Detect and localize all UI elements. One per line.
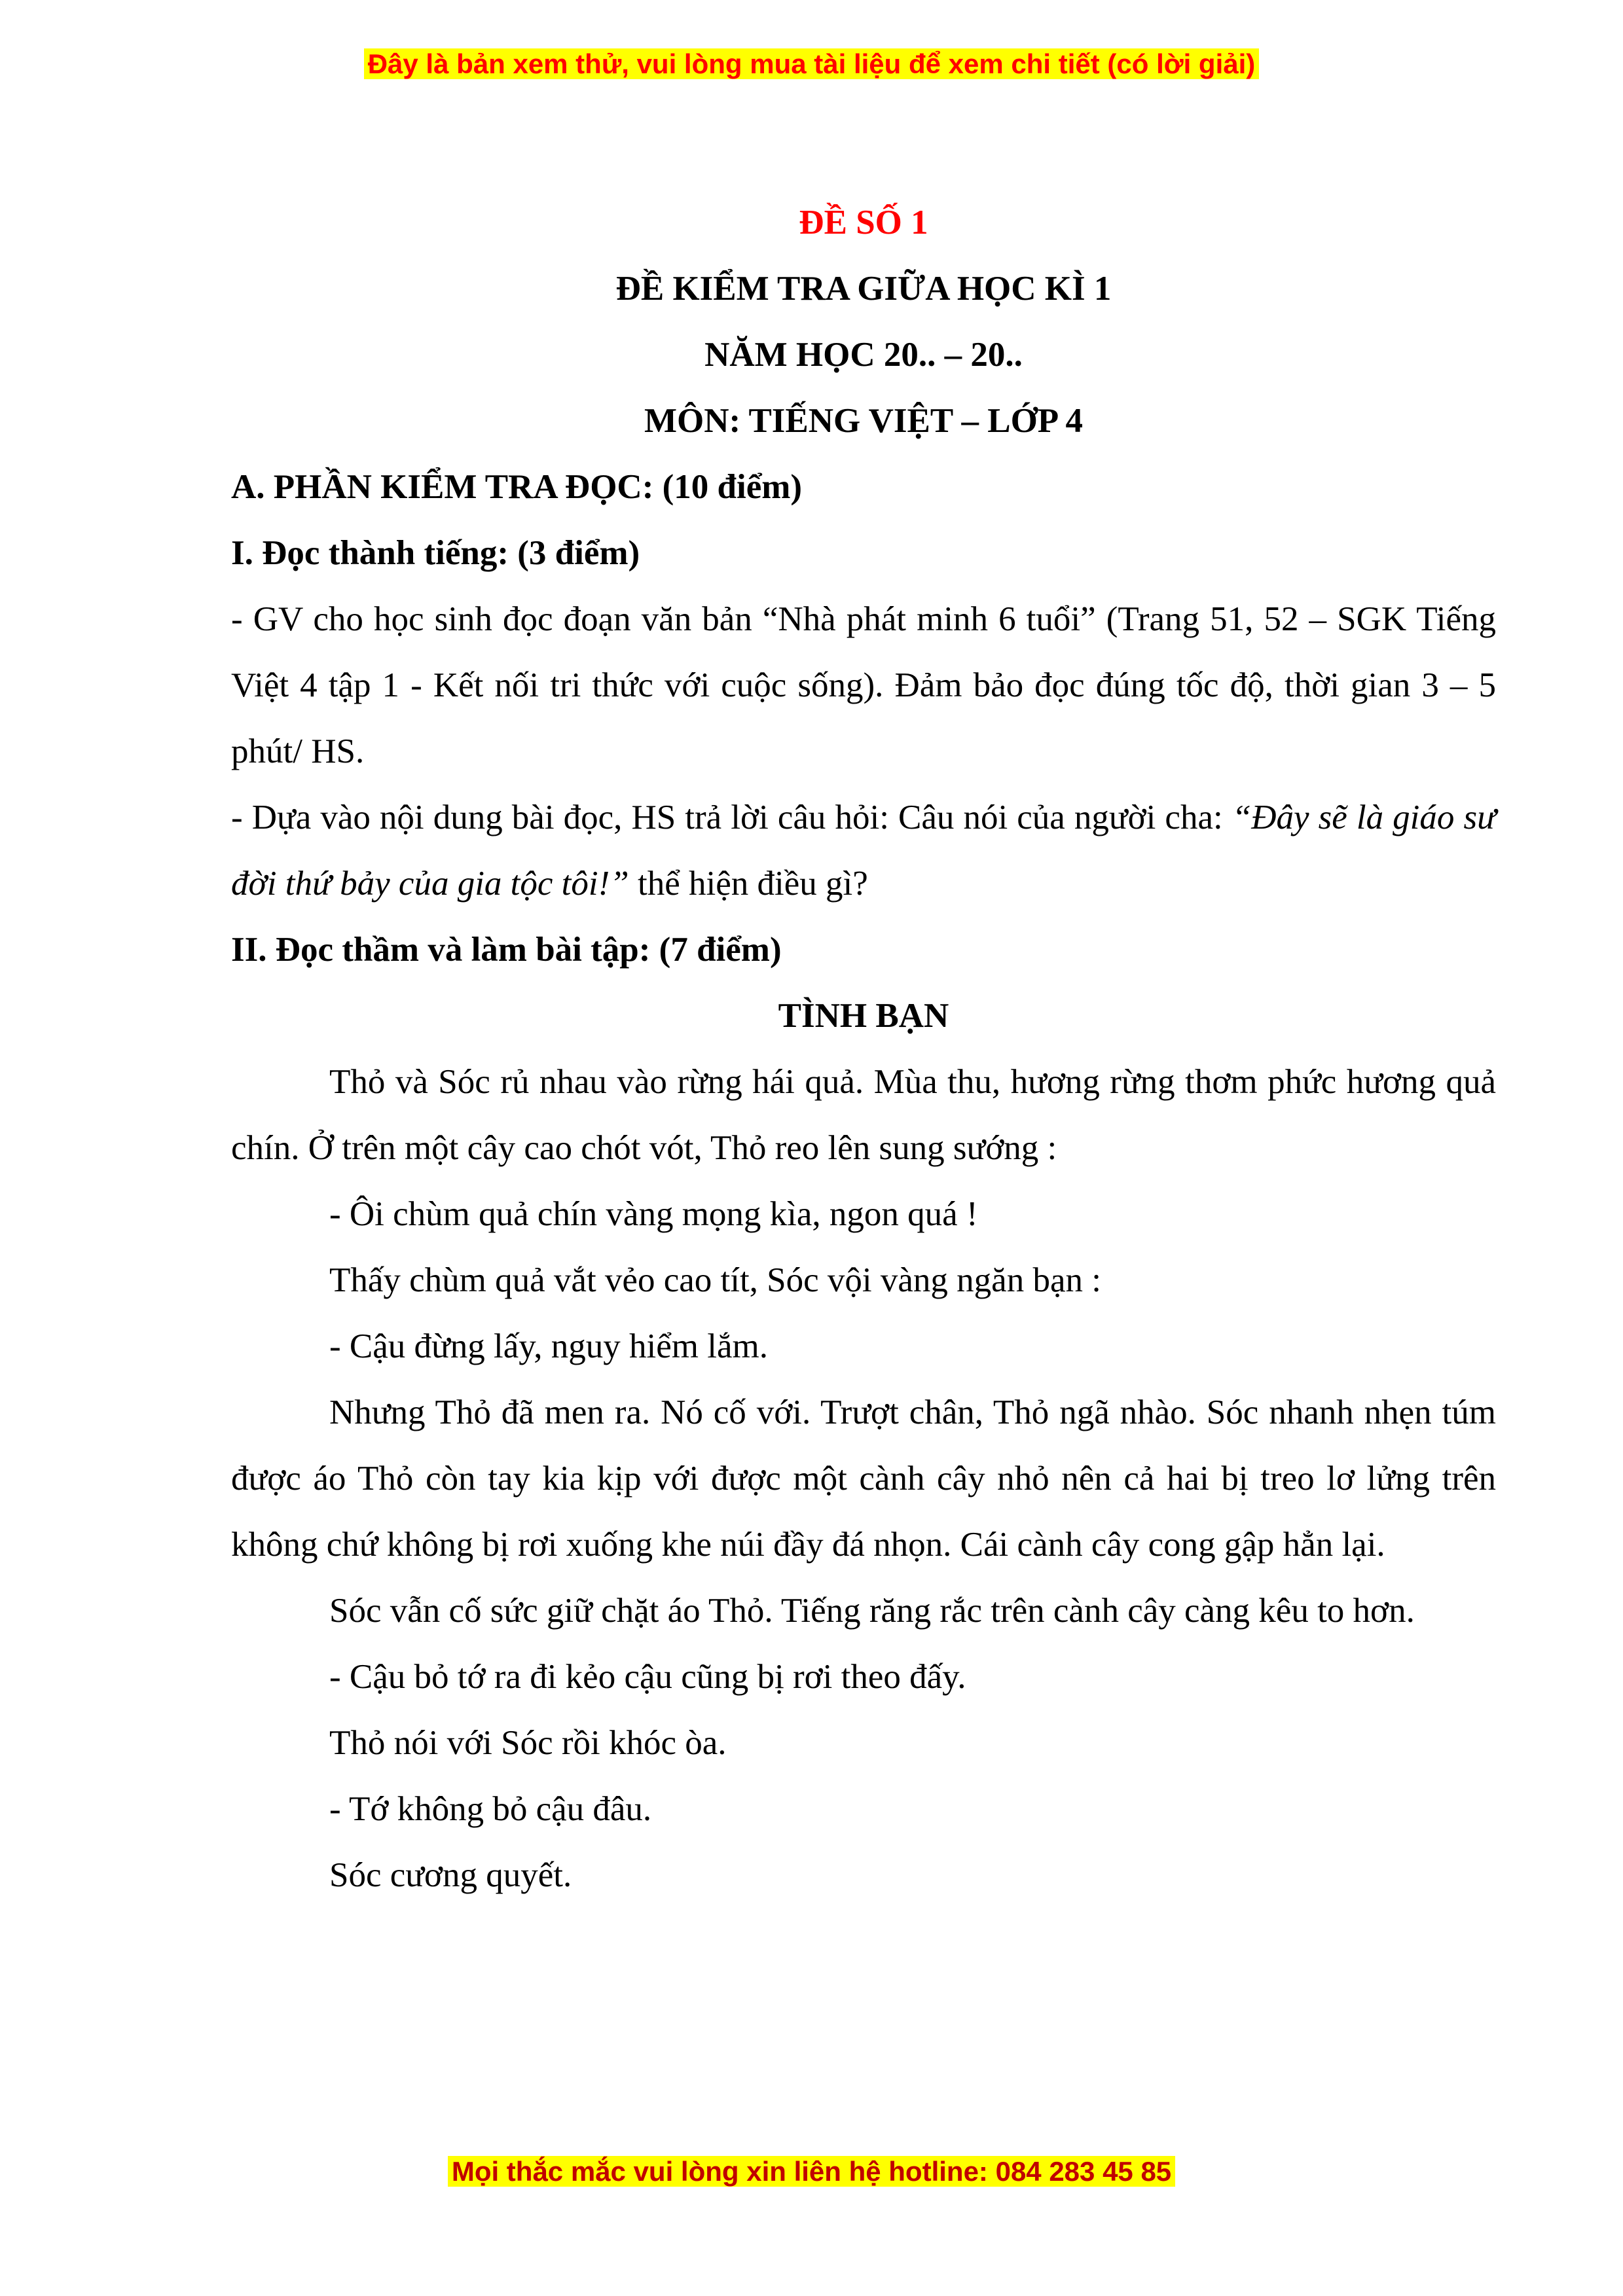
story-paragraph: Thỏ nói với Sóc rồi khóc òa. (329, 1724, 727, 1762)
preview-notice-banner (0, 46, 1623, 82)
section-a-heading: A. PHẦN KIỂM TRA ĐỌC: (10 điểm) (231, 468, 803, 506)
hotline-banner (0, 2153, 1623, 2190)
item-2-suffix: thể hiện điều gì? (629, 865, 868, 903)
item-2-quote: “Đây sẽ là giáo sư đời thứ bảy của gia tộc tôi!” (231, 798, 1496, 903)
part-1-heading: I. Đọc thành tiếng: (3 điểm) (231, 534, 640, 572)
story-paragraph: - Ôi chùm quả chín vàng mọng kìa, ngon quá ! (329, 1195, 978, 1233)
part-2-heading: II. Đọc thầm và làm bài tập: (7 điểm) (231, 931, 782, 969)
story-paragraph: - Tớ không bỏ cậu đâu. (329, 1790, 652, 1828)
preview-notice-text: Đây là bản xem thử, vui lòng mua tài liệu để xem chi tiết (có lời giải) (364, 48, 1260, 79)
part-1-item-1: - GV cho học sinh đọc đoạn văn bản “Nhà phát minh 6 tuổi” (Trang 51, 52 – SGK Tiếng Việt 4 tập 1 - Kết nối tri thức với cuộc sống). Đảm bảo đọc đúng tốc độ, thời gian 3 – 5 phút/ HS. (231, 600, 1496, 770)
story-paragraph: Thỏ và Sóc rủ nhau vào rừng hái quả. Mùa thu, hương rừng thơm phức hương quả chín. Ở trên một cây cao chót vót, Thỏ reo lên sung sướng : (231, 1063, 1496, 1167)
story-paragraph: Sóc vẫn cố sức giữ chặt áo Thỏ. Tiếng răng rắc trên cành cây càng kêu to hơn. (329, 1592, 1415, 1630)
subject-line: MÔN: TIẾNG VIỆT – LỚP 4 (644, 402, 1083, 440)
story-paragraph: - Cậu đừng lấy, nguy hiểm lắm. (329, 1327, 769, 1365)
school-year: NĂM HỌC 20.. – 20.. (704, 336, 1023, 374)
exam-number: ĐỀ SỐ 1 (799, 204, 928, 242)
story-paragraph: Sóc cương quyết. (329, 1856, 572, 1894)
story-paragraph: Nhưng Thỏ đã men ra. Nó cố với. Trượt chân, Thỏ ngã nhào. Sóc nhanh nhẹn túm được áo Thỏ còn tay kia kịp với được một cành cây nhỏ nên cả hai bị treo lơ lửng trên không chứ không bị rơi xuống khe núi đầy đá nhọn. Cái cành cây cong gập hẳn lại. (231, 1393, 1496, 1564)
part-1-item-2 (231, 785, 1496, 917)
document-body (231, 190, 1496, 1909)
story-title: TÌNH BẠN (778, 997, 949, 1035)
story-paragraph: Thấy chùm quả vắt vẻo cao tít, Sóc vội vàng ngăn bạn : (329, 1261, 1101, 1299)
story-paragraph: - Cậu bỏ tớ ra đi kẻo cậu cũng bị rơi theo đấy. (329, 1658, 966, 1696)
item-2-prefix: - Dựa vào nội dung bài đọc, HS trả lời câu hỏi: Câu nói của người cha: (231, 798, 1232, 836)
hotline-text: Mọi thắc mắc vui lòng xin liên hệ hotline: 084 283 45 85 (448, 2156, 1175, 2187)
exam-title: ĐỀ KIỂM TRA GIỮA HỌC KÌ 1 (615, 270, 1112, 308)
